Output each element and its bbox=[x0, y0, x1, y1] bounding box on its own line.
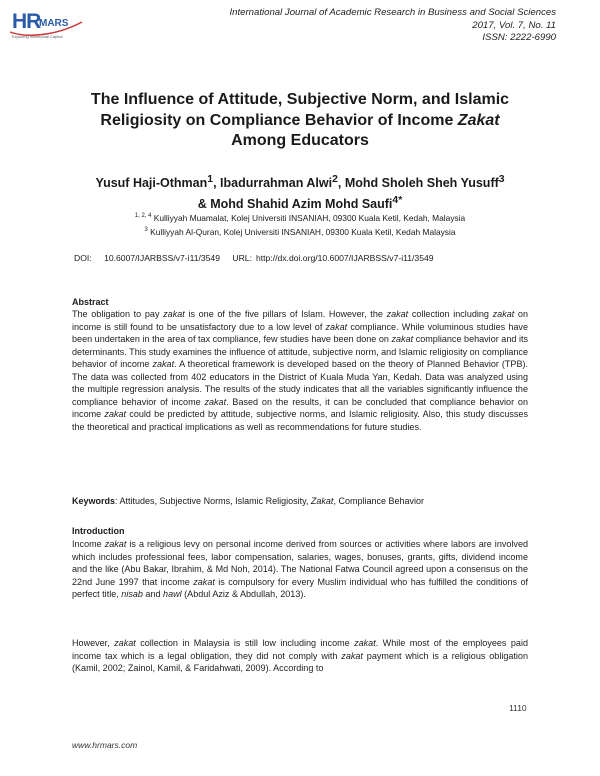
logo-mars-text: MARS bbox=[39, 18, 69, 29]
title-line-1: The Influence of Attitude, Subjective Norm, and Islamic bbox=[90, 91, 510, 108]
abstract-heading: Abstract bbox=[72, 297, 109, 307]
author-3: Mohd Sholeh Sheh Yusuff bbox=[344, 176, 499, 191]
hrmars-logo bbox=[6, 10, 86, 50]
affiliation-2: $^3$ Kulliyyah Al-Quran, Kolej Universiti INSANIAH, 09300 Kuala Ketil, Kedah Malaysia bbox=[144, 227, 456, 238]
author-1: Yusuf Haji-Othman bbox=[95, 176, 208, 191]
introduction-paragraph-1: Income zakat is a religious levy on personal income derived from sources or activities where labors are involved which includes professional fees, labor compensation, salaries, wages, bonuses, grants, gifts, dividend income and the like (Abu Bakar, Ibrahim, & Md Noh, 2014). The National Fatwa Council agreed upon a consensus on the 22nd June 1997 that income zakat is compulsory for every Muslim individual who has fulfilled the conditions of perfect title, nisab and hawl (Abdul Aziz & Abdullah, 2013). bbox=[72, 539, 529, 600]
footer-url[interactable]: www.hrmars.com bbox=[72, 740, 138, 750]
paper-title bbox=[50, 90, 550, 152]
title-line-3: Among Educators bbox=[231, 132, 369, 149]
introduction-heading: Introduction bbox=[72, 526, 125, 536]
page-number: 1110 bbox=[509, 703, 527, 713]
doi-line: DOI: 10.6007/IJARBSS/v7-i11/3549 URL: http://dx.doi.org/10.6007/IJARBSS/v7-i11/3549 bbox=[74, 253, 434, 263]
keywords-line: Keywords: Attitudes, Subjective Norms, Islamic Religiosity, Zakat, Compliance Behavior bbox=[72, 496, 424, 506]
affiliations bbox=[60, 210, 540, 239]
author-list: Yusuf Haji-Othman$^1$, Ibadurrahman Alwi$^2$, Mohd Sholeh Sheh Yusuff$^3$ & Mohd Shahid Azim Mohd Saufi$^{4*}$ bbox=[95, 174, 505, 212]
author-4: Mohd Shahid Azim Mohd Saufi bbox=[210, 197, 393, 212]
journal-name: International Journal of Academic Research in Business and Social Sciences bbox=[229, 7, 556, 18]
introduction-paragraph-2: However, zakat collection in Malaysia is still low including income zakat. While most of the employees paid income tax which is a legal obligation, they did not comply with zakat payment which is a religious obligation (Kamil, 2002; Zainol, Kamil, & Faridahwati, 2009). According to bbox=[72, 638, 528, 674]
affiliation-1: $^{1, 2, 4}$ Kulliyyah Muamalat, Kolej Universiti INSANIAH, 09300 Kuala Ketil, Kedah, Malaysia bbox=[134, 212, 466, 223]
title-line-2: Religiosity on Compliance Behavior of Income Zakat bbox=[100, 111, 500, 129]
logo-hr-text: HR bbox=[12, 10, 41, 33]
doi-url-link[interactable]: http://dx.doi.org/10.6007/IJARBSS/v7-i11/3549 bbox=[255, 253, 434, 263]
journal-header bbox=[229, 7, 556, 45]
journal-volume: 2017, Vol. 7, No. 11 bbox=[472, 19, 556, 31]
doi-value[interactable]: 10.6007/IJARBSS/v7-i11/3549 bbox=[104, 253, 220, 263]
journal-issn: ISSN: 2222-6990 bbox=[482, 32, 556, 43]
abstract-text: The obligation to pay zakat is one of the five pillars of Islam. However, the zakat collection including zakat on income is still found to be unsatisfactory due to a low level of zakat compliance. While voluminous studies have been undertaken in the area of tax compliance, few studies have been done on zakat compliance behavior and its determinants. This study examines the influence of attitude, subjective norm, and Islamic religiosity on compliance behavior of income zakat. A theoretical framework is developed based on the theory of Planned Behavior (TPB). The data was collected from 402 educators in the District of Kuala Muda Yan, Kedah. Data was analyzed using the multiple regression analysis. The results of the study indicates that all the variables significantly influence the compliance behavior of income zakat. Based on the results, it can be concluded that compliance behavior on income zakat could be predicted by attitude, subjective norms, and Islamic religiosity. Also, this study discusses the theoretical and practical implications as well as recommendations for future studies. bbox=[72, 309, 529, 432]
author-2: Ibadurrahman Alwi bbox=[220, 176, 333, 191]
logo-tagline: Exploring Intellectual Capital bbox=[12, 34, 63, 39]
